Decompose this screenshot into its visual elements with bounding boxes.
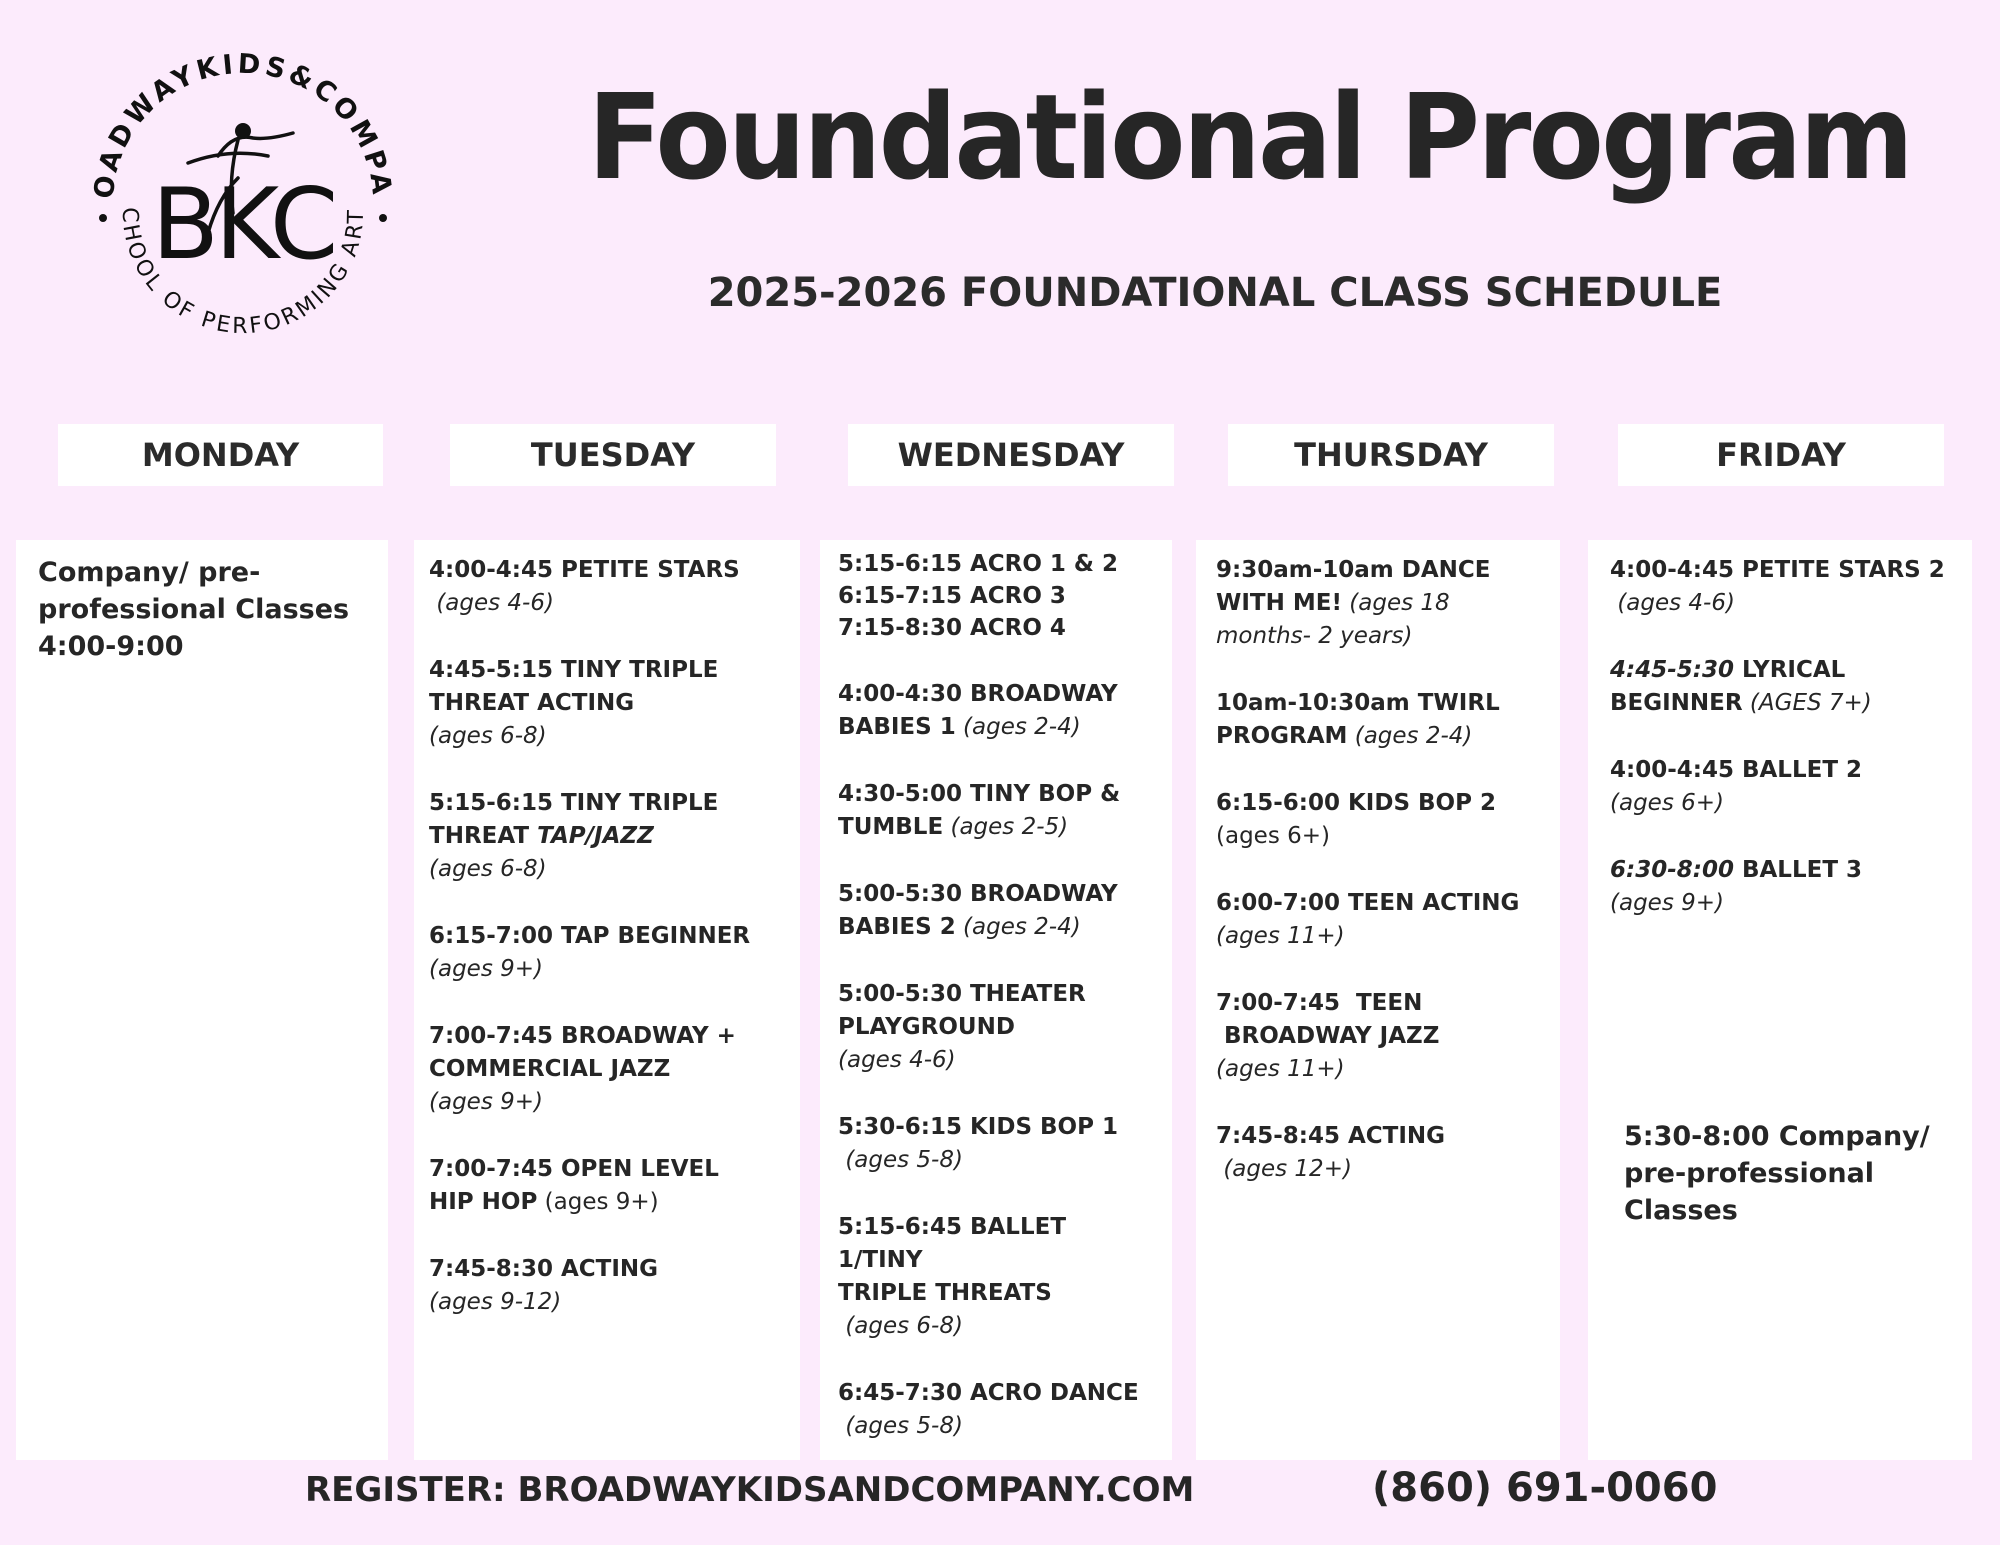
class-title: 4:45-5:15 TINY TRIPLE bbox=[429, 657, 719, 683]
class-entry bbox=[1216, 987, 1540, 1086]
class-entry bbox=[838, 978, 1154, 1077]
logo-ring-top-text: OADWAYKIDS&COMPA bbox=[88, 48, 398, 201]
class-entry bbox=[429, 554, 785, 620]
day-header-monday: MONDAY bbox=[58, 424, 383, 486]
class-ages: (ages 11+) bbox=[1216, 1056, 1345, 1082]
class-entry bbox=[1216, 687, 1540, 753]
class-ages: (ages 12+) bbox=[1223, 1156, 1352, 1182]
friday-company-line2: pre-professional bbox=[1624, 1158, 1875, 1189]
class-title: 5:15-6:45 BALLET 1/TINY bbox=[838, 1214, 1067, 1273]
class-title: 5:15-6:15 ACRO 1 & 2 bbox=[838, 551, 1118, 577]
class-entry bbox=[1610, 554, 1950, 620]
class-ages: (ages 9+) bbox=[1610, 890, 1724, 916]
class-title: 4:00-4:30 BROADWAY bbox=[838, 681, 1118, 707]
class-entry bbox=[1610, 754, 1950, 820]
class-title: 4:30-5:00 TINY BOP & bbox=[838, 781, 1121, 807]
class-entry bbox=[1216, 887, 1540, 953]
class-entry bbox=[429, 1253, 785, 1319]
class-entry bbox=[429, 787, 785, 886]
class-entry bbox=[1216, 787, 1540, 853]
class-title: TRIPLE THREATS bbox=[838, 1280, 1052, 1306]
class-ages: (ages 4-6) bbox=[436, 590, 554, 616]
class-ages: (ages 6-8) bbox=[429, 723, 547, 749]
class-title: BROADWAY JAZZ bbox=[1216, 1023, 1440, 1049]
page-title: Foundational Program bbox=[587, 68, 1912, 206]
friday-company-line3: Classes bbox=[1624, 1195, 1738, 1226]
page-subtitle: 2025-2026 FOUNDATIONAL CLASS SCHEDULE bbox=[707, 270, 1723, 316]
class-entry bbox=[838, 878, 1154, 944]
class-ages: (ages 6-8) bbox=[845, 1313, 963, 1339]
class-ages: (ages 6+) bbox=[1610, 790, 1724, 816]
phone-number[interactable]: (860) 691-0060 bbox=[1372, 1465, 1718, 1511]
class-title: 6:15-6:00 KIDS BOP 2 bbox=[1216, 790, 1496, 816]
class-entry bbox=[1216, 1120, 1540, 1186]
logo-dot-right bbox=[379, 214, 387, 222]
logo-ring-bottom-text: CHOOL OF PERFORMING ART bbox=[116, 206, 370, 340]
class-ages: (AGES 7+) bbox=[1749, 690, 1872, 716]
class-title: 4:00-4:45 BALLET 2 bbox=[1610, 757, 1863, 783]
class-title: 6:00-7:00 TEEN ACTING bbox=[1216, 890, 1520, 916]
class-ages: (ages 4-6) bbox=[838, 1047, 956, 1073]
logo-monogram: BKC bbox=[151, 168, 335, 282]
class-title: 6:15-7:00 TAP BEGINNER bbox=[429, 923, 751, 949]
class-entry bbox=[429, 920, 785, 986]
class-title: 4:00-4:45 PETITE STARS 2 bbox=[1610, 557, 1945, 583]
day-header-wednesday: WEDNESDAY bbox=[848, 424, 1174, 486]
class-style: TAP/JAZZ bbox=[537, 823, 654, 849]
class-ages: (ages 5-8) bbox=[845, 1413, 963, 1439]
friday-column bbox=[1588, 540, 1972, 1460]
day-header-thursday: THURSDAY bbox=[1228, 424, 1554, 486]
class-entry bbox=[838, 1211, 1154, 1343]
class-time: 4:45-5:30 bbox=[1610, 657, 1734, 683]
class-title: 5:00-5:30 BROADWAY bbox=[838, 881, 1118, 907]
class-title: COMMERCIAL JAZZ bbox=[429, 1056, 671, 1082]
class-ages: (ages 9-12) bbox=[429, 1289, 562, 1315]
monday-company-line2: professional Classes bbox=[38, 594, 350, 625]
class-title: 7:00-7:45 BROADWAY + bbox=[429, 1023, 736, 1049]
class-title: THREAT bbox=[429, 823, 538, 849]
class-title: 10am-10:30am TWIRL bbox=[1216, 690, 1500, 716]
class-entry bbox=[838, 1377, 1154, 1443]
class-time: 6:30-8:00 bbox=[1610, 857, 1734, 883]
logo-badge bbox=[68, 28, 418, 378]
class-ages: (ages 9+) bbox=[544, 1189, 659, 1215]
class-ages: (ages 6-8) bbox=[429, 856, 547, 882]
acro-block bbox=[838, 548, 1154, 644]
thursday-column bbox=[1196, 540, 1560, 1460]
friday-company-line1: 5:30-8:00 Company/ bbox=[1624, 1121, 1930, 1152]
class-title: 4:00-4:45 PETITE STARS bbox=[429, 557, 740, 583]
class-title: BABIES 1 bbox=[838, 714, 956, 740]
monday-company-time: 4:00-9:00 bbox=[38, 631, 184, 662]
class-ages: (ages 11+) bbox=[1216, 923, 1345, 949]
class-title: HIP HOP bbox=[429, 1189, 538, 1215]
class-ages: (ages 2-4) bbox=[963, 914, 1081, 940]
day-header-tuesday: TUESDAY bbox=[450, 424, 776, 486]
wednesday-column bbox=[820, 540, 1172, 1460]
class-entry bbox=[1610, 654, 1950, 720]
class-title: 6:15-7:15 ACRO 3 bbox=[838, 583, 1066, 609]
class-ages: (ages 4-6) bbox=[1617, 590, 1735, 616]
class-ages: months- 2 years) bbox=[1216, 623, 1413, 649]
class-title: THREAT ACTING bbox=[429, 690, 635, 716]
class-ages: (ages 5-8) bbox=[845, 1147, 963, 1173]
class-ages: (ages 9+) bbox=[429, 1089, 543, 1115]
class-title: 7:15-8:30 ACRO 4 bbox=[838, 615, 1066, 641]
class-title: 9:30am-10am DANCE bbox=[1216, 557, 1491, 583]
class-title: 5:00-5:30 THEATER bbox=[838, 981, 1086, 1007]
class-entry bbox=[429, 654, 785, 753]
class-title: 7:45-8:30 ACTING bbox=[429, 1256, 659, 1282]
class-ages: (ages 18 bbox=[1349, 590, 1450, 616]
class-title: PLAYGROUND bbox=[838, 1014, 1015, 1040]
school-logo bbox=[68, 28, 418, 378]
class-ages: (ages 2-4) bbox=[1354, 723, 1473, 749]
class-title: BALLET 3 bbox=[1733, 857, 1863, 883]
class-entry bbox=[1610, 854, 1950, 920]
class-title: LYRICAL bbox=[1733, 657, 1846, 683]
class-title: 6:45-7:30 ACRO DANCE bbox=[838, 1380, 1139, 1406]
monday-column bbox=[16, 540, 388, 1460]
class-title: TUMBLE bbox=[838, 814, 944, 840]
class-title: 7:00-7:45 OPEN LEVEL bbox=[429, 1156, 719, 1182]
class-ages: (ages 6+) bbox=[1216, 823, 1330, 849]
class-entry bbox=[838, 778, 1154, 844]
class-entry bbox=[838, 678, 1154, 744]
class-title: 5:15-6:15 TINY TRIPLE bbox=[429, 790, 719, 816]
class-entry bbox=[429, 1153, 785, 1219]
register-link[interactable]: REGISTER: BROADWAYKIDSANDCOMPANY.COM bbox=[305, 1470, 1195, 1510]
friday-company-block bbox=[1624, 1118, 1930, 1229]
class-title: 5:30-6:15 KIDS BOP 1 bbox=[838, 1114, 1118, 1140]
monday-company-line1: Company/ pre- bbox=[38, 557, 261, 588]
class-title: BABIES 2 bbox=[838, 914, 956, 940]
class-title: 7:00-7:45 TEEN bbox=[1216, 990, 1423, 1016]
class-ages: (ages 2-4) bbox=[963, 714, 1081, 740]
tuesday-column bbox=[414, 540, 800, 1460]
class-title: 7:45-8:45 ACTING bbox=[1216, 1123, 1446, 1149]
class-title: BEGINNER bbox=[1610, 690, 1743, 716]
class-ages: (ages 2-5) bbox=[950, 814, 1069, 840]
day-header-friday: FRIDAY bbox=[1618, 424, 1944, 486]
class-entry bbox=[1216, 554, 1540, 653]
class-title: WITH ME! bbox=[1216, 590, 1342, 616]
logo-dot-left bbox=[99, 214, 107, 222]
class-entry bbox=[838, 1111, 1154, 1177]
class-ages: (ages 9+) bbox=[429, 956, 543, 982]
class-entry bbox=[429, 1020, 785, 1119]
class-title: PROGRAM bbox=[1216, 723, 1348, 749]
